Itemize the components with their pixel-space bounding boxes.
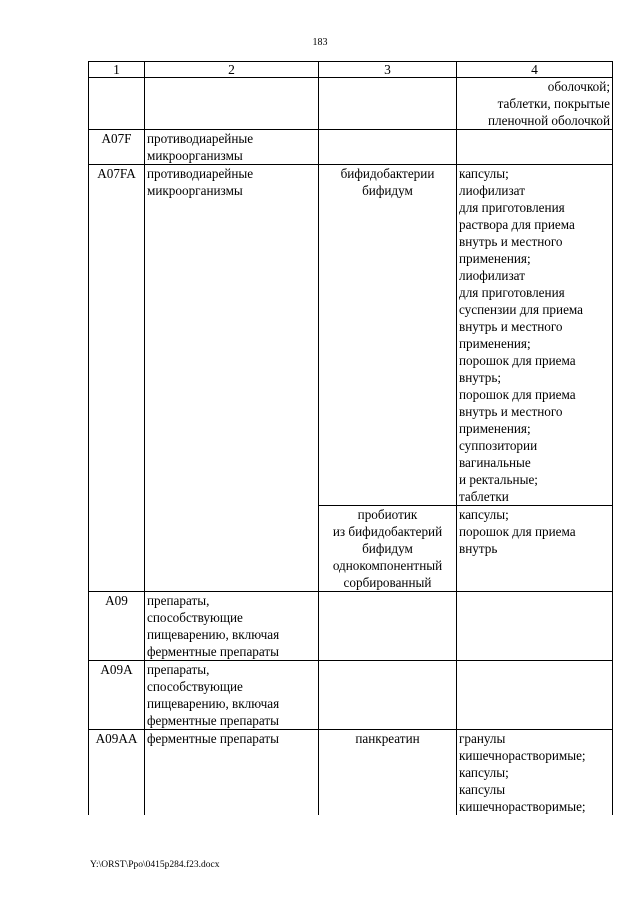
cell-line: способствующие — [147, 679, 243, 694]
cell-line: и ректальные; — [459, 472, 538, 487]
cell-line: ферментные препараты — [147, 644, 280, 659]
cell-line: применения; — [459, 336, 531, 351]
atc-code-cell: A09A — [89, 661, 145, 730]
cell-line: способствующие — [147, 610, 243, 625]
cell-line: бифидум — [362, 541, 413, 556]
cell-line: лиофилизат — [459, 183, 525, 198]
drug-cell — [319, 661, 457, 730]
drug-cell — [319, 730, 457, 816]
dosage-forms-cell — [457, 592, 613, 661]
drug-cell — [319, 592, 457, 661]
cell-line: кишечнорастворимые; — [459, 799, 586, 814]
dosage-forms-cell — [457, 506, 613, 592]
atc-code-cell: A09 — [89, 592, 145, 661]
cell-line: порошок для приема — [459, 387, 576, 402]
drug-cell — [319, 78, 457, 130]
cell-line: препараты, — [147, 593, 210, 608]
drug-cell — [319, 506, 457, 592]
cell-line: капсулы; — [459, 166, 509, 181]
group-cell — [145, 592, 319, 661]
footer-file-path: Y:\ORST\Ppo\0415p284.f23.docx — [90, 860, 220, 870]
cell-line: пленочной оболочкой — [487, 113, 610, 128]
cell-line: сорбированный — [343, 575, 432, 590]
cell-line: противодиарейные — [147, 131, 254, 146]
atc-code-cell: A07FA — [89, 165, 145, 592]
cell-line: таблетки — [459, 489, 509, 504]
drug-cell — [319, 130, 457, 165]
cell-line: бифидобактерии — [340, 166, 435, 181]
cell-line: оболочкой; — [547, 79, 610, 94]
page-number: 183 — [312, 37, 328, 48]
table-row — [89, 165, 613, 506]
dosage-forms-cell — [457, 165, 613, 506]
cell-line: бифидум — [362, 183, 413, 198]
cell-line: пробиотик — [357, 507, 418, 522]
cell-line: микроорганизмы — [147, 148, 243, 163]
dosage-forms-cell — [457, 78, 613, 130]
cell-line: таблетки, покрытые — [497, 96, 610, 111]
group-cell — [145, 661, 319, 730]
table-header-row — [89, 62, 613, 78]
cell-line: раствора для приема — [459, 217, 575, 232]
atc-code-cell — [89, 78, 145, 130]
drug-table — [88, 61, 613, 815]
column-header: 1 — [89, 62, 145, 78]
cell-line: внутрь — [459, 541, 498, 556]
cell-line: ферментные препараты — [147, 731, 280, 746]
table-row — [89, 130, 613, 165]
cell-line: порошок для приема — [459, 353, 576, 368]
cell-line: из бифидобактерий — [332, 524, 443, 539]
cell-line: капсулы; — [459, 507, 509, 522]
cell-line: пищеварению, включая — [147, 696, 280, 711]
table-row — [89, 592, 613, 661]
cell-line: лиофилизат — [459, 268, 525, 283]
dosage-forms-cell — [457, 130, 613, 165]
group-cell — [145, 78, 319, 130]
cell-line: микроорганизмы — [147, 183, 243, 198]
cell-line: ферментные препараты — [147, 713, 280, 728]
atc-code-cell: A07F — [89, 130, 145, 165]
drug-cell — [319, 165, 457, 506]
cell-line: внутрь; — [459, 370, 502, 385]
table-row — [89, 661, 613, 730]
group-cell — [145, 165, 319, 592]
table-row — [89, 78, 613, 130]
cell-line: применения; — [459, 251, 531, 266]
column-header: 4 — [457, 62, 613, 78]
cell-line: суппозитории — [459, 438, 538, 453]
group-cell — [145, 730, 319, 816]
column-header: 2 — [145, 62, 319, 78]
dosage-forms-cell — [457, 661, 613, 730]
cell-line: противодиарейные — [147, 166, 254, 181]
cell-line: кишечнорастворимые; — [459, 748, 586, 763]
cell-line: пищеварению, включая — [147, 627, 280, 642]
cell-line: порошок для приема — [459, 524, 576, 539]
cell-line: для приготовления — [459, 285, 565, 300]
cell-line: капсулы; — [459, 765, 509, 780]
cell-line: препараты, — [147, 662, 210, 677]
cell-line: панкреатин — [355, 731, 420, 746]
cell-line: вагинальные — [459, 455, 531, 470]
cell-line: однокомпонентный — [332, 558, 443, 573]
cell-line: капсулы — [459, 782, 506, 797]
cell-line: внутрь и местного — [459, 319, 563, 334]
cell-line: внутрь и местного — [459, 404, 563, 419]
group-cell — [145, 130, 319, 165]
cell-line: суспензии для приема — [459, 302, 584, 317]
table-row — [89, 730, 613, 816]
atc-code-cell: A09AA — [89, 730, 145, 816]
cell-line: для приготовления — [459, 200, 565, 215]
cell-line: применения; — [459, 421, 531, 436]
dosage-forms-cell — [457, 730, 613, 816]
cell-line: гранулы — [459, 731, 506, 746]
cell-line: внутрь и местного — [459, 234, 563, 249]
column-header: 3 — [319, 62, 457, 78]
